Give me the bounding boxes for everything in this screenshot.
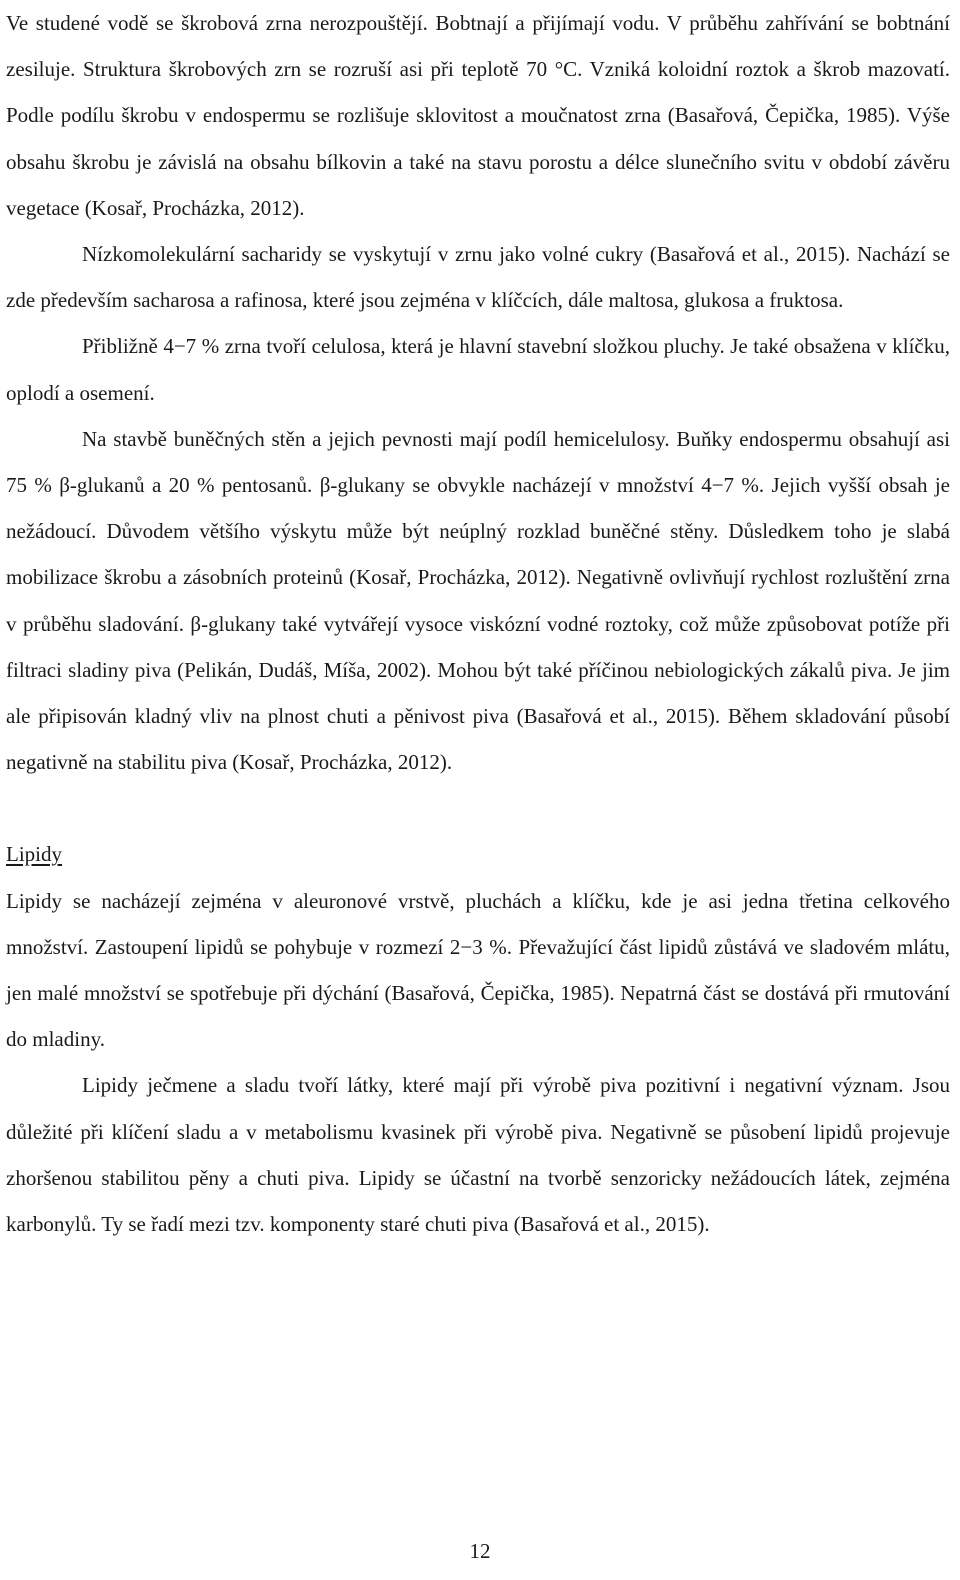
paragraph-lipids-significance: Lipidy ječmene a sladu tvoří látky, které mají při výrobě piva pozitivní i negativní význam. Jsou důležité při klíčení sladu a v metabolismu kvasinek při výrobě piva. Negativně se působení lipidů projevuje zhoršenou stabilitou pěny a chuti piva. Lipidy se účastní na tvorbě senzoricky nežádoucích látek, zejména karbonylů. Ty se řadí mezi tzv. komponenty staré chuti piva (Basařová et al., 2015). — [6, 1073, 950, 1237]
paragraph-cellulose: Přibližně 4−7 % zrna tvoří celulosa, která je hlavní stavební složkou pluchy. Je také obsažena v klíčku, oplodí a osemení. — [6, 334, 950, 405]
paragraph-low-molecular-saccharides: Nízkomolekulární sacharidy se vyskytují v zrnu jako volné cukry (Basařová et al., 2015). Nachází se zde především sacharosa a rafinosa, které jsou zejména v klíčcích, dále maltosa, glukosa a fruktosa. — [6, 242, 950, 313]
page-number: 12 — [469, 1539, 491, 1563]
document-page — [6, 0, 950, 1247]
paragraph-hemicellulose: Na stavbě buněčných stěn a jejich pevnosti mají podíl hemicelulosy. Buňky endospermu obsahují asi 75 % β-glukanů a 20 % pentosanů. β-glukany se obvykle nacházejí v množství 4−7 %. Jejich vyšší obsah je nežádoucí. Důvodem většího výskytu může být neúplný rozklad buněčné stěny. Důsledkem toho je slabá mobilizace škrobu a zásobních proteinů (Kosař, Procházka, 2012). Negativně ovlivňují rychlost rozluštění zrna v průběhu sladování. β-glukany také vytvářejí vysoce viskózní vodné roztoky, což může způsobovat potíže při filtraci sladiny piva (Pelikán, Dudáš, Míša, 2002). Mohou být také příčinou nebiologických zákalů piva. Je jim ale připisován kladný vliv na plnost chuti a pěnivost piva (Basařová et al., 2015). Během skladování působí negativně na stabilitu piva (Kosař, Procházka, 2012). — [6, 426, 950, 775]
paragraph-lipids-location: Lipidy se nacházejí zejména v aleuronové vrstvě, pluchách a klíčku, kde je asi jedna třetina celkového množství. Zastoupení lipidů se pohybuje v rozmezí 2−3 %. Převažující část lipidů zůstává ve sladovém mlátu, jen malé množství se spotřebuje při dýchání (Basařová, Čepička, 1985). Nepatrná část se dostává při rmutování do mladiny. — [6, 888, 950, 1052]
paragraph-starch-swelling: Ve studené vodě se škrobová zrna nerozpouštějí. Bobtnají a přijímají vodu. V průběhu zahřívání se bobtnání zesiluje. Struktura škrobových zrn se rozruší asi při teplotě 70 °C. Vzniká koloidní roztok a škrob mazovatí. Podle podílu škrobu v endospermu se rozlišuje sklovitost a moučnatost zrna (Basařová, Čepička, 1985). Výše obsahu škrobu je závislá na obsahu bílkovin a také na stavu porostu a délce slunečního svitu v období závěru vegetace (Kosař, Procházka, 2012). — [6, 11, 950, 220]
section-heading-lipidy: Lipidy — [6, 842, 62, 867]
